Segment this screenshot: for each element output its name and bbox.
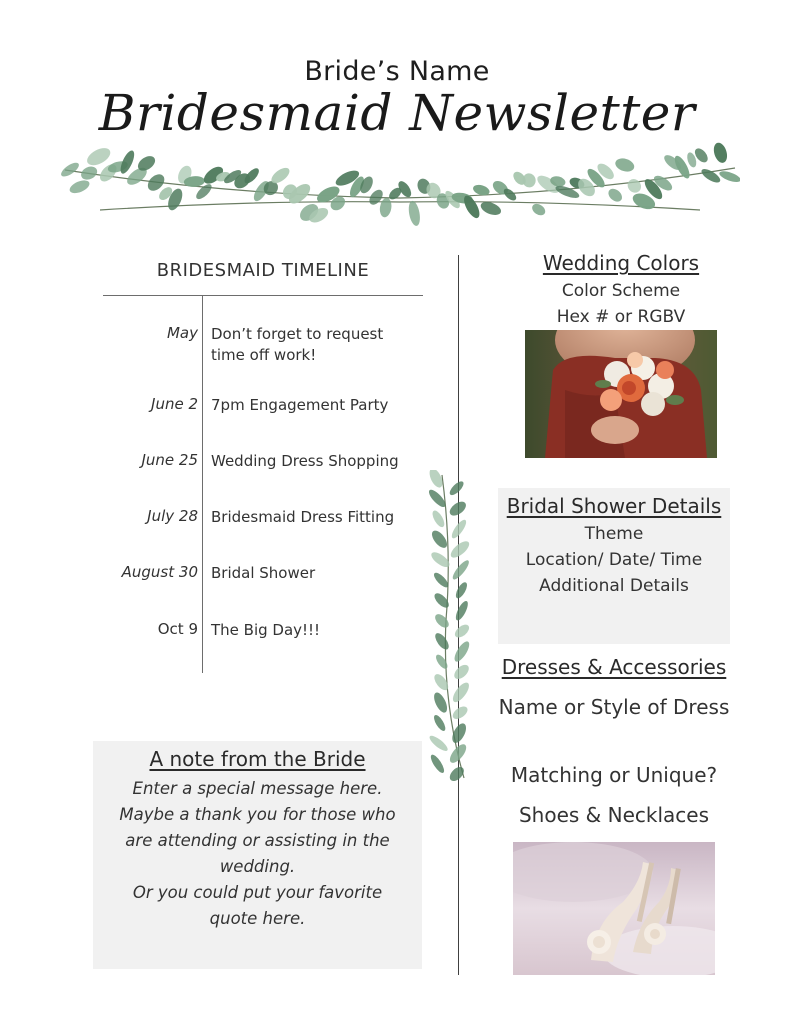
timeline-date: May xyxy=(166,324,198,342)
timeline-event: Bridal Shower xyxy=(211,564,316,582)
shower-theme-text: Theme xyxy=(584,524,644,544)
timeline-date: August 30 xyxy=(121,563,198,581)
eucalyptus-garland-image xyxy=(60,140,740,235)
dresses-accessories-title: Dresses & Accessories xyxy=(501,655,727,679)
note-line: Enter a special message here. xyxy=(132,779,383,798)
hex-rgb-text: Hex # or RGBV xyxy=(556,307,686,327)
bouquet-photo xyxy=(525,330,717,458)
timeline-event: The Big Day!!! xyxy=(211,621,321,639)
newsletter-title: Bridesmaid Newsletter xyxy=(98,84,696,142)
matching-text: Matching or Unique? xyxy=(510,763,718,787)
bridal-shower-title: Bridal Shower Details xyxy=(506,494,722,518)
dress-style-text: Name or Style of Dress xyxy=(498,695,730,719)
brides-name: Bride’s Name xyxy=(304,56,490,87)
timeline-vertical-rule xyxy=(202,296,203,673)
timeline-event: Bridesmaid Dress Fitting xyxy=(211,508,395,526)
timeline-divider xyxy=(103,295,423,296)
note-line: Or you could put your favorite xyxy=(132,883,383,902)
note-title: A note from the Bride xyxy=(149,747,366,771)
note-line: are attending or assisting in the xyxy=(125,831,390,850)
note-line: wedding. xyxy=(219,857,296,876)
timeline-date: June 2 xyxy=(151,395,198,413)
timeline-event: Don’t forget to request time off work! xyxy=(211,325,384,364)
shower-location-text: Location/ Date/ Time xyxy=(525,550,703,570)
eucalyptus-vine-image xyxy=(412,470,498,782)
shower-additional-text: Additional Details xyxy=(539,576,689,596)
note-line: Maybe a thank you for those who xyxy=(119,805,396,824)
note-line: quote here. xyxy=(209,909,306,928)
timeline-date: July 28 xyxy=(147,507,198,525)
timeline-event: 7pm Engagement Party xyxy=(211,396,389,414)
color-scheme-text: Color Scheme xyxy=(561,281,681,301)
wedding-colors-title: Wedding Colors xyxy=(542,251,700,275)
timeline-heading: BRIDESMAID TIMELINE xyxy=(156,260,370,281)
timeline-date: Oct 9 xyxy=(157,620,198,638)
timeline-event: Wedding Dress Shopping xyxy=(211,452,399,470)
shoes-necklaces-text: Shoes & Necklaces xyxy=(518,803,710,827)
shoes-photo xyxy=(513,842,715,975)
timeline-date: June 25 xyxy=(141,451,198,469)
